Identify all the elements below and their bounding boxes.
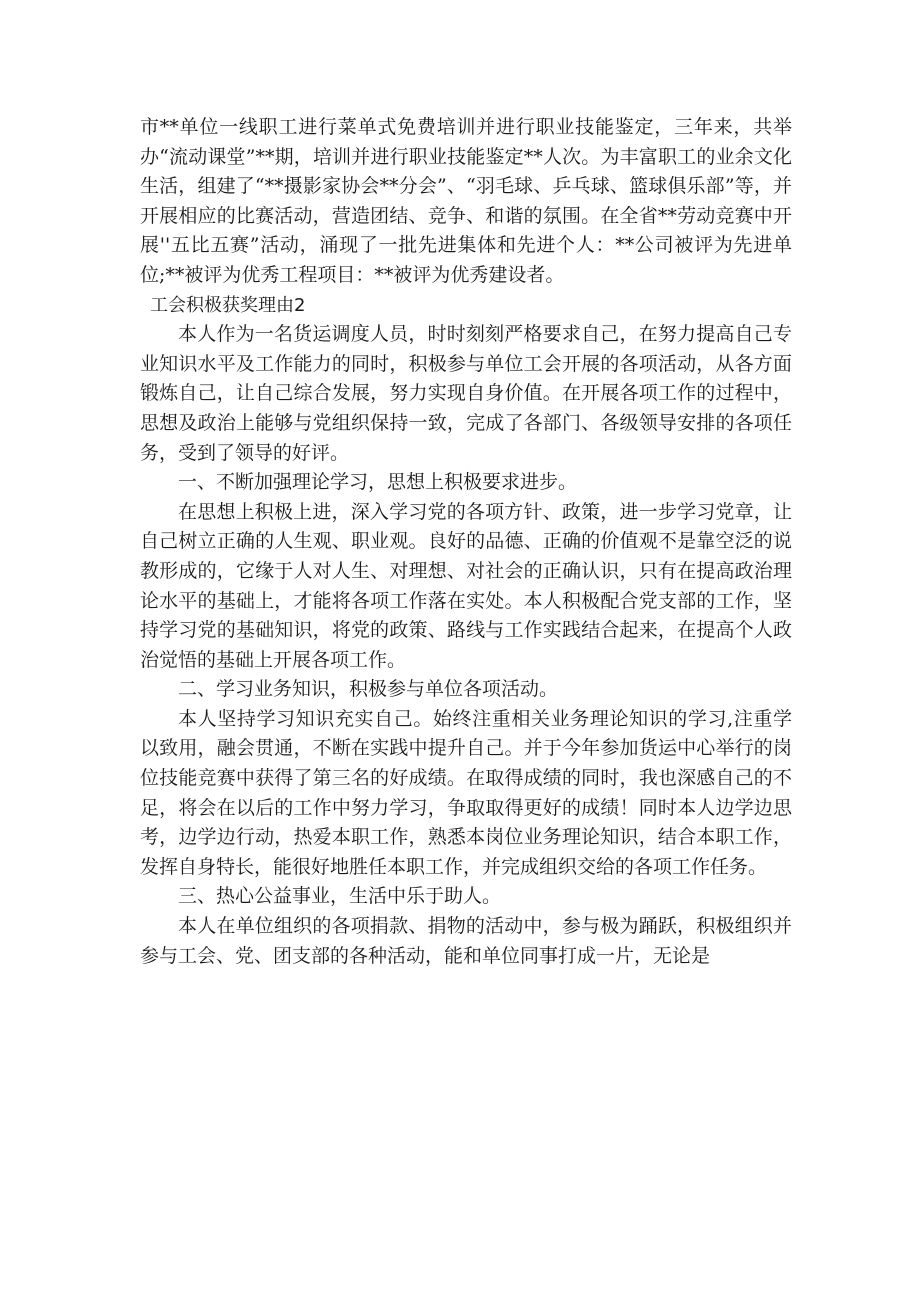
paragraph-continuation: 市**单位一线职工进行菜单式免费培训并进行职业技能鉴定，三年来，共举办“流动课堂”**期，培训并进行职业技能鉴定**人次。为丰富职工的业余文化生活，组建了“**摄影家协会**分会”、“羽毛球、乒乓球、篮球俱乐部”等，并开展相应的比赛活动，营造团结、竞争、和谐的氛围。在全省**劳动竞赛中开展''五比五赛”活动，涌现了一批先进集体和先进个人：**公司被评为先进单位;**被评为优秀工程项目：**被评为优秀建设者。 bbox=[140, 116, 792, 286]
paragraph-charity: 本人在单位组织的各项捐款、捐物的活动中，参与极为踊跃，积极组织并参与工会、党、团支部的各种活动，能和单位同事打成一片，无论是 bbox=[140, 915, 792, 967]
section-heading: 工会积极获奖理由2 bbox=[150, 294, 306, 316]
paragraph-business: 本人坚持学习知识充实自己。始终注重相关业务理论知识的学习,注重学以致用，融会贯通，不断在实践中提升自己。并于今年参加货运中心举行的岗位技能竞赛中获得了第三名的好成绩。在取得成绩的同时，我也深感自己的不足，将会在以后的工作中努力学习，争取取得更好的成绩！同时本人边学边思考，边学边行动，热爱本职工作，熟悉本岗位业务理论知识，结合本职工作，发挥自身特长，能很好地胜任本职工作，并完成组织交给的各项工作任务。 bbox=[140, 707, 792, 878]
paragraph-intro: 本人作为一名货运调度人员，时时刻刻严格要求自己，在努力提高自己专业知识水平及工作能力的同时，积极参与单位工会开展的各项活动，从各方面锻炼自己，让自己综合发展，努力实现自身价值。在开展各项工作的过程中，思想及政治上能够与党组织保持一致，完成了各部门、各级领导安排的各项任务，受到了领导的好评。 bbox=[140, 323, 792, 464]
paragraph-theory: 在思想上积极上进，深入学习党的各项方针、政策，进一步学习党章，让自己树立正确的人生观、职业观。良好的品德、正确的价值观不是靠空泛的说教形成的，它缘于人对人生、对理想、对社会的正确认识，只有在提高政治理论水平的基础上，才能将各项工作落在实处。本人积极配合党支部的工作，坚持学习党的基础知识，将党的政策、路线与工作实践结合起来，在提高个人政治觉悟的基础上开展各项工作。 bbox=[140, 500, 792, 671]
subheading-three: 三、热心公益事业，生活中乐于助人。 bbox=[178, 885, 502, 908]
document-body bbox=[140, 113, 792, 971]
subheading-two: 二、学习业务知识，积极参与单位各项活动。 bbox=[178, 678, 559, 701]
subheading-one: 一、不断加强理论学习，思想上积极要求进步。 bbox=[178, 471, 578, 494]
